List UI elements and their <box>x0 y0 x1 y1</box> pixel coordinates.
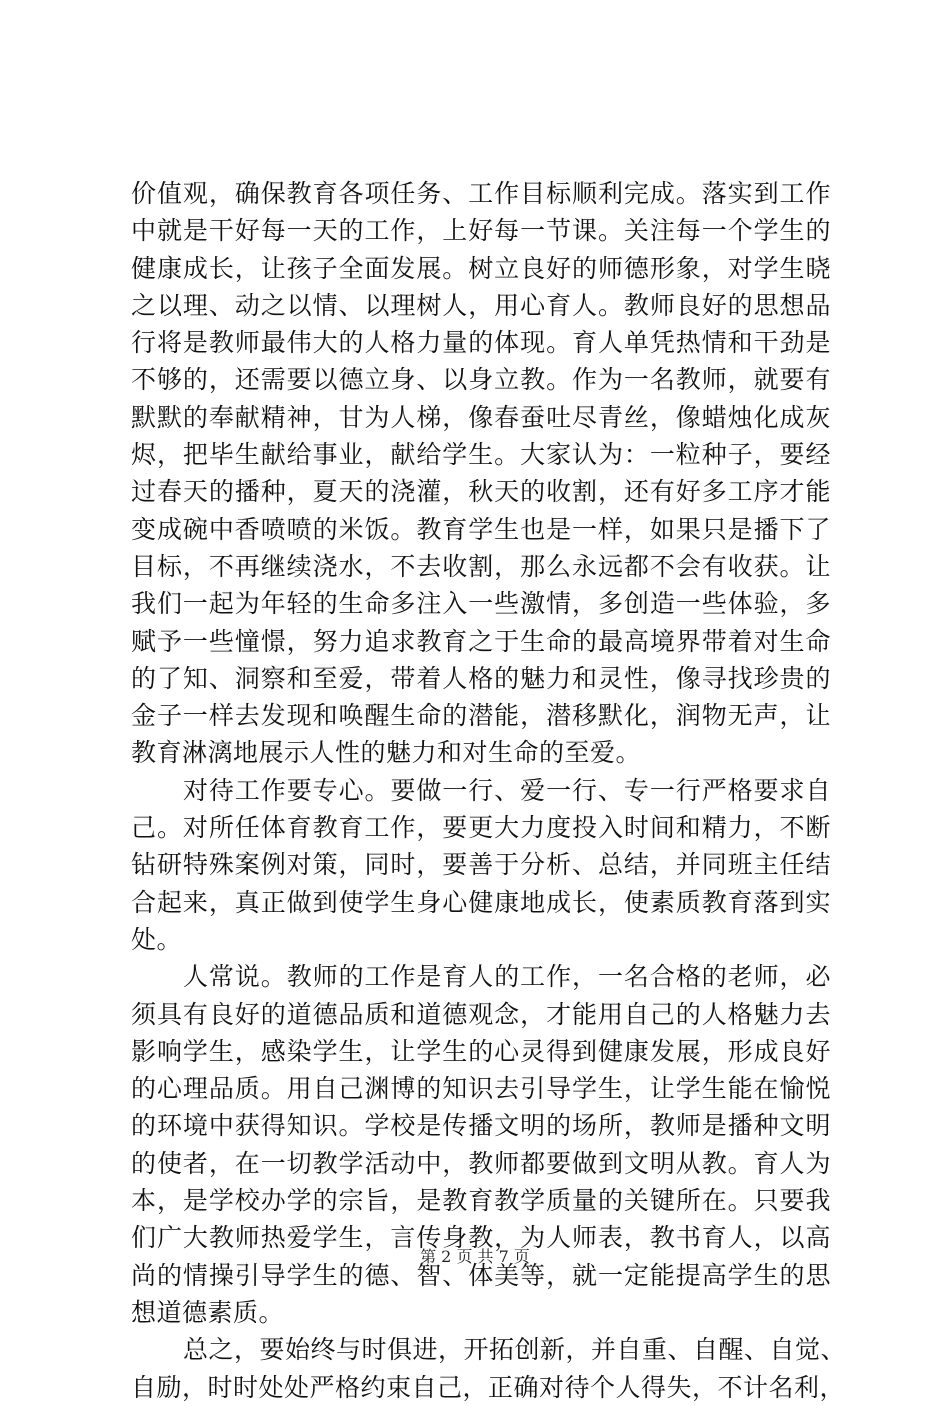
text-line: 钻研特殊案例对策，同时，要善于分析、总结，并同班主任结 <box>131 850 831 880</box>
text-line: 自励，时时处处严格约束自己，正确对待个人得失，不计名利， <box>131 1372 846 1402</box>
text-line: 本，是学校办学的宗旨，是教育教学质量的关键所在。只要我 <box>131 1186 831 1216</box>
text-line: 们广大教师热爱学生，言传身教，为人师表，教书育人，以高 <box>131 1223 831 1253</box>
text-line: 想道德素质。 <box>131 1297 285 1327</box>
text-line: 默默的奉献精神，甘为人梯，像春蚕吐尽青丝，像蜡烛化成灰 <box>131 402 831 432</box>
text-line: 己。对所任体育教育工作，要更大力度投入时间和精力，不断 <box>131 813 831 843</box>
text-line: 的心理品质。用自己渊博的知识去引导学生，让学生能在愉悦 <box>131 1074 831 1104</box>
text-line: 变成碗中香喷喷的米饭。教育学生也是一样，如果只是播下了 <box>131 514 831 544</box>
text-line: 总之，要始终与时俱进，开拓创新，并自重、自醒、自觉、 <box>183 1335 847 1365</box>
text-line: 中就是干好每一天的工作，上好每一节课。关注每一个学生的 <box>131 216 831 246</box>
text-line: 的使者，在一切教学活动中，教师都要做到文明从教。育人为 <box>131 1148 831 1178</box>
text-line: 尚的情操引导学生的德、智、体美等，就一定能提高学生的思 <box>131 1260 831 1290</box>
paragraph-2 <box>131 772 831 958</box>
page-number-label: 第 2 页 共 7 页 <box>420 1247 530 1266</box>
text-line: 对待工作要专心。要做一行、爱一行、专一行严格要求自 <box>183 775 831 805</box>
text-line: 不够的，还需要以德立身、以身立教。作为一名教师，就要有 <box>131 365 831 395</box>
page-footer <box>0 1247 950 1267</box>
text-line: 教育淋漓地展示人性的魅力和对生命的至爱。 <box>131 738 642 768</box>
paragraph-4 <box>131 1331 847 1406</box>
text-line: 须具有良好的道德品质和道德观念，才能用自己的人格魅力去 <box>131 999 831 1029</box>
paragraph-3 <box>131 958 831 1331</box>
text-line: 处。 <box>131 924 183 954</box>
text-line: 之以理、动之以情、以理树人，用心育人。教师良好的思想品 <box>131 290 831 320</box>
text-line: 人常说。教师的工作是育人的工作，一名合格的老师，必 <box>183 962 831 992</box>
text-line: 合起来，真正做到使学生身心健康地成长，使素质教育落到实 <box>131 887 831 917</box>
text-line: 行将是教师最伟大的人格力量的体现。育人单凭热情和干劲是 <box>131 328 831 358</box>
text-line: 的环境中获得知识。学校是传播文明的场所，教师是播种文明 <box>131 1111 831 1141</box>
text-line: 影响学生，感染学生，让学生的心灵得到健康发展，形成良好 <box>131 1036 831 1066</box>
text-line: 烬，把毕生献给事业，献给学生。大家认为：一粒种子，要经 <box>131 440 831 470</box>
text-line: 我们一起为年轻的生命多注入一些激情，多创造一些体验，多 <box>131 589 831 619</box>
text-line: 价值观，确保教育各项任务、工作目标顺利完成。落实到工作 <box>131 179 831 208</box>
paragraph-1 <box>131 175 831 772</box>
text-line: 目标，不再继续浇水，不去收割，那么永远都不会有收获。让 <box>131 551 831 581</box>
text-line: 的了知、洞察和至爱，带着人格的魅力和灵性，像寻找珍贵的 <box>131 663 831 693</box>
text-line: 健康成长，让孩子全面发展。树立良好的师德形象，对学生晓 <box>131 253 831 283</box>
text-line: 过春天的播种，夏天的浇灌，秋天的收割，还有好多工序才能 <box>131 477 831 507</box>
text-line: 金子一样去发现和唤醒生命的潜能，潜移默化，润物无声，让 <box>131 701 831 731</box>
document-body <box>131 175 847 1406</box>
text-line: 赋予一些憧憬，努力追求教育之于生命的最高境界带着对生命 <box>131 626 831 656</box>
